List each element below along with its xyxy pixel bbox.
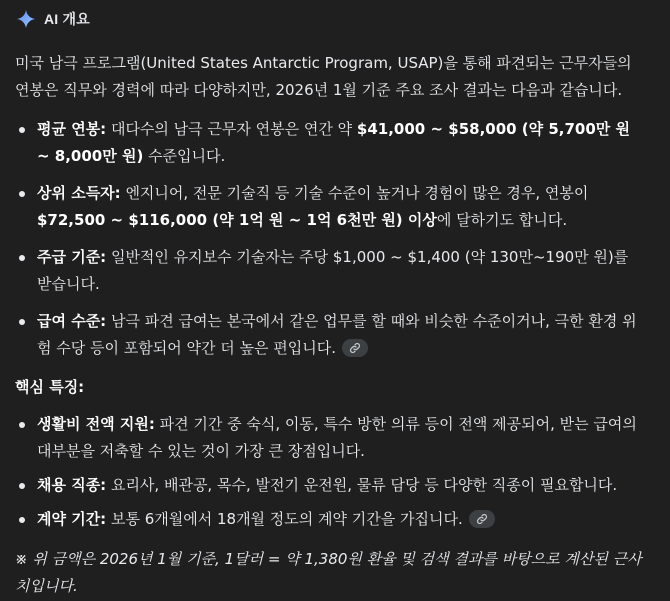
item-text: 대다수의 남극 근무자 연봉은 연간 약 [106,120,357,138]
item-label: 생활비 전액 지원: [37,415,155,433]
item-text: 엔지니어, 전문 기술직 등 기술 수준이 높거나 경험이 많은 경우, 연봉이 [120,184,589,202]
item-text: 일반적인 유지보수 기술자는 주당 $1,000 ~ $1,400 (약 130만~190만 원)를 받습니다. [37,248,629,293]
item-label: 주급 기준: [37,248,107,266]
ai-overview-title: AI 개요 [44,10,90,27]
item-label: 평균 연봉: [37,120,107,138]
item-text: 파견 기간 중 숙식, 이동, 특수 방한 의류 등이 전액 제공되어, 받는 급여의 대부분을 저축할 수 있는 것이 가장 큰 장점입니다. [37,415,637,460]
link-icon [476,513,488,525]
item-highlight: $41,000 ~ $58,000 (약 5,700만 원 ~ 8,000만 원) [37,120,631,165]
item-label: 급여 수준: [37,312,107,330]
ai-overview-header [16,8,644,30]
list-item-contract-period [15,506,644,533]
item-text: 요리사, 배관공, 목수, 발전기 운전원, 물류 담당 등 다양한 직종이 필요합니다. [106,476,618,494]
gemini-sparkle-icon [16,9,36,29]
list-item-weekly-pay [15,244,644,298]
features-list [15,411,644,533]
intro-paragraph: 미국 남극 프로그램(United States Antarctic Program, USAP)을 통해 파견되는 근무자들의 연봉은 직무와 경력에 따라 다양하지만, 2026년 1월 기준 주요 조사 결과는 다음과 같습니다. [15,54,632,99]
list-item-top-earners [15,180,644,234]
link-icon [349,342,361,354]
list-item-job-types [15,472,644,499]
item-label: 계약 기간: [37,510,107,528]
item-highlight: $72,500 ~ $116,000 (약 1억 원 ~ 1억 6천만 원) 이상 [37,211,437,229]
section-title: 핵심 특징: [15,378,85,396]
list-item-living-support [15,411,644,465]
item-text: 에 달하기도 합니다. [436,211,568,229]
list-item-pay-level [15,308,644,362]
item-label: 상위 소득자: [37,184,121,202]
salary-list [15,116,644,362]
item-text: 수준입니다. [143,147,226,165]
item-text: 보통 6개월에서 18개월 정도의 계약 기간을 가집니다. [106,510,463,528]
source-link-button[interactable] [469,510,495,528]
item-label: 채용 직종: [37,476,107,494]
list-item-average-salary [15,116,644,170]
item-text: 남극 파견 급여는 본국에서 같은 업무를 할 때와 비슷한 수준이거나, 극한 환경 위험 수당 등이 포함되어 약간 더 높은 편입니다. [37,312,637,357]
footnote: ※ 위 금액은 2026년 1월 기준, 1달러 = 약 1,380원 환율 및 검색 결과를 바탕으로 계산된 근사치입니다. [15,550,642,595]
source-link-button[interactable] [342,339,368,357]
